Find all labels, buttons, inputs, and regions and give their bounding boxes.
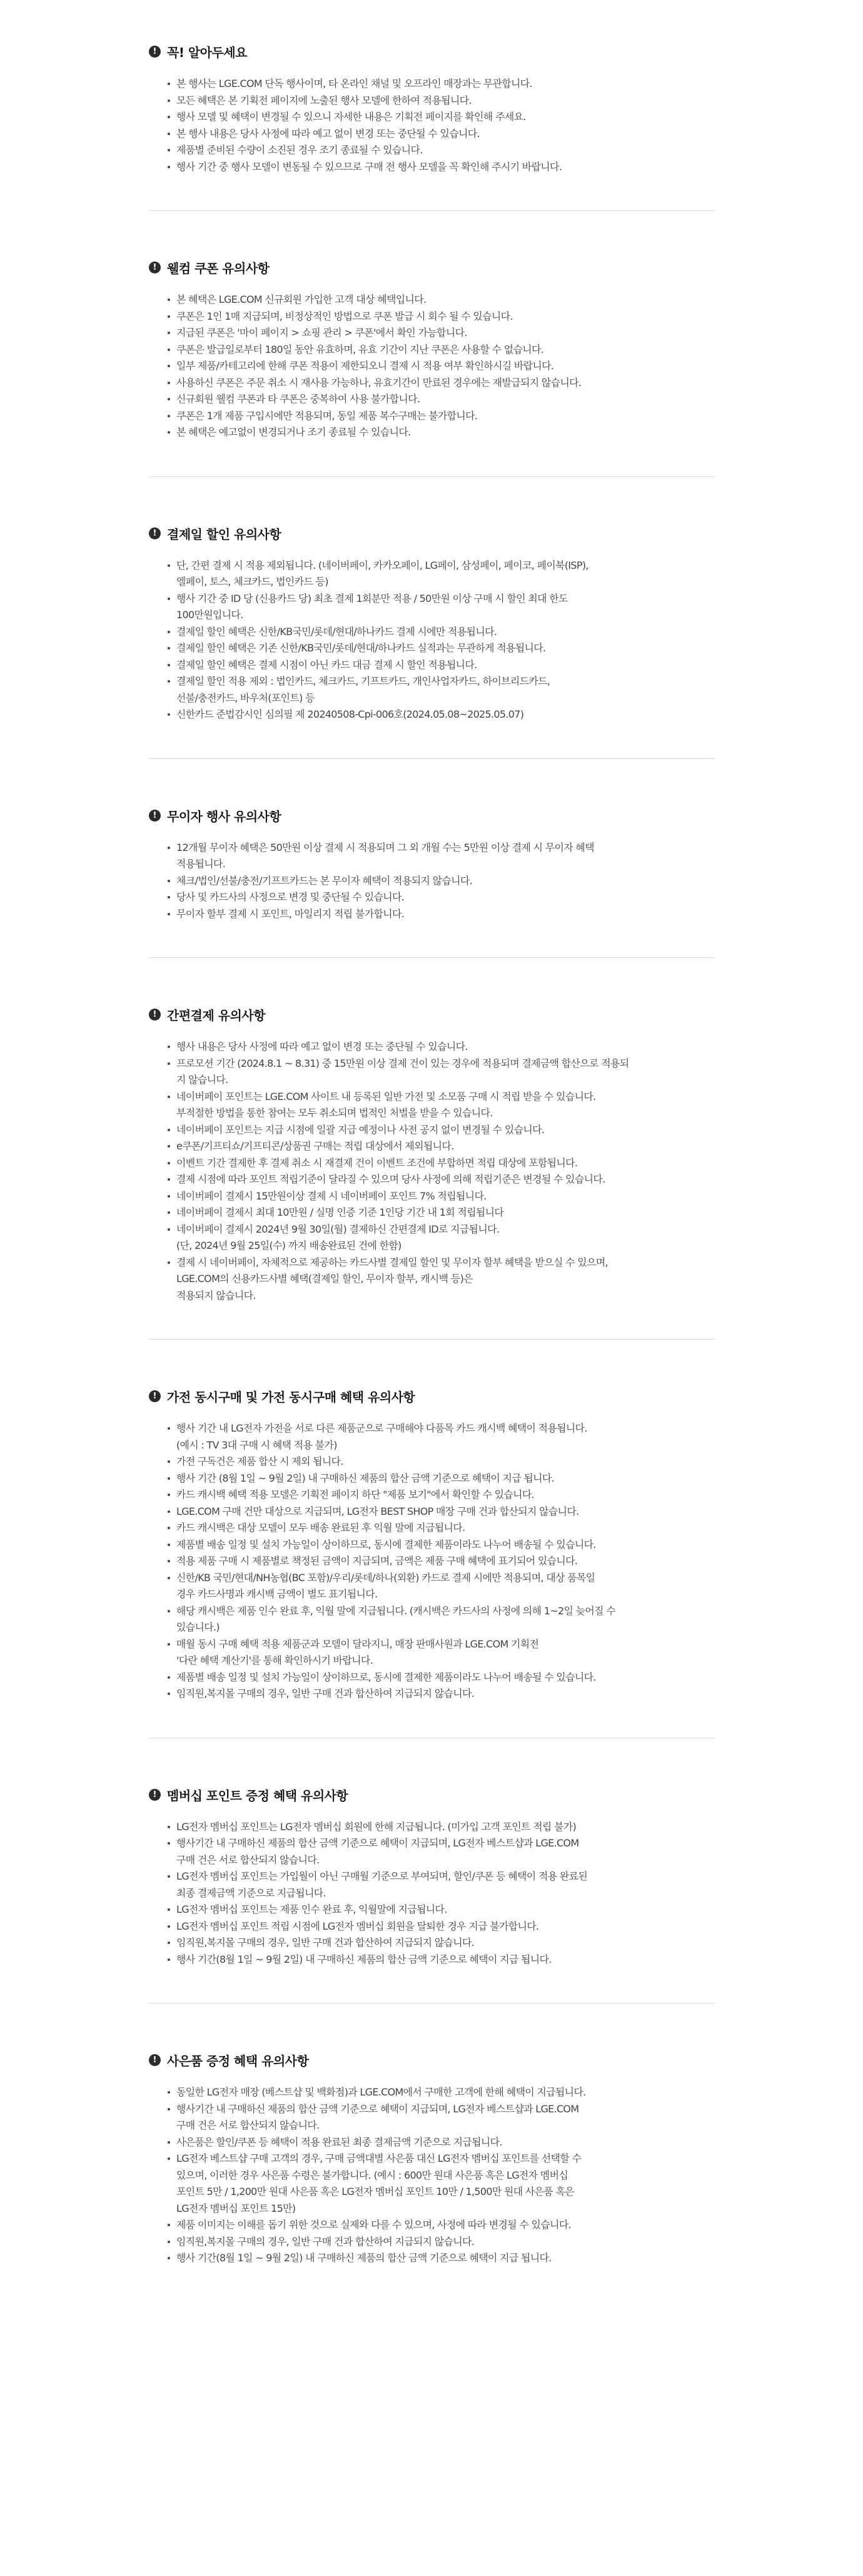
section-header [149, 1005, 715, 1024]
section-title: 간편결제 유의사항 [167, 1008, 266, 1023]
notice-item: 네이버페이 포인트는 지급 시점에 일괄 지급 예정이나 사전 공지 없이 변경될 수 있습니다. [168, 1122, 715, 1139]
notice-item: 동일한 LG전자 매장 (베스트샵 및 백화점)과 LGE.COM에서 구매한 고객에 한해 혜택이 지급됩니다. [168, 2084, 715, 2101]
notice-item: 본 혜택은 LGE.COM 신규회원 가입한 고객 대상 혜택입니다. [168, 292, 715, 308]
notice-item: 쿠폰은 발급일로부터 180일 동안 유효하며, 유효 기간이 지난 쿠폰은 사용할 수 없습니다. [168, 342, 715, 359]
notice-section [149, 2051, 715, 2302]
notice-list [149, 557, 715, 723]
notice-item: 신한카드 준법감시인 심의필 제 20240508-Cpi-006호(2024.05.08~2025.05.07) [168, 706, 715, 723]
notice-item: 쿠폰은 1개 제품 구입시에만 적용되며, 동일 제품 복수구매는 불가합니다. [168, 408, 715, 425]
notice-item: 네이버페이 포인트는 LGE.COM 사이트 내 등록된 일반 가전 및 소모품 구매 시 적립 받을 수 있습니다. 부적절한 방법을 통한 참여는 모두 취소되며 법적인 처벌을 받을 수 있습니다. [168, 1089, 715, 1122]
notice-item: 카드 캐시백은 대상 모델이 모두 배송 완료된 후 익월 말에 지급됩니다. [168, 1520, 715, 1537]
exclamation-icon: ! [149, 527, 161, 539]
notice-item: 행사 기간(8월 1일 ~ 9월 2일) 내 구매하신 제품의 합산 금액 기준으로 혜택이 지급 됩니다. [168, 2250, 715, 2267]
notice-item: 쿠폰은 1인 1매 지급되며, 비정상적인 방법으로 쿠폰 발급 시 회수 될 수 있습니다. [168, 308, 715, 325]
notice-item: 신규회원 웰컴 쿠폰과 타 쿠폰은 중복하여 사용 불가합니다. [168, 391, 715, 408]
notice-section [149, 807, 715, 959]
notice-item: 당사 및 카드사의 사정으로 변경 및 중단될 수 있습니다. [168, 889, 715, 906]
exclamation-icon: ! [149, 1009, 161, 1021]
exclamation-icon: ! [149, 1789, 161, 1801]
section-header [149, 1786, 715, 1804]
notice-item: 매월 동시 구매 혜택 적용 제품군과 모델이 달라지니, 매장 판매사원과 LGE.COM 기획전 '다란 혜택 계산기'를 통해 확인하시기 바랍니다. [168, 1636, 715, 1669]
notice-list [149, 1420, 715, 1703]
notice-item: 임직원,복지몰 구매의 경우, 일반 구매 건과 합산하여 지급되지 않습니다. [168, 2234, 715, 2251]
notice-item: 행사 기간 (8월 1일 ~ 9월 2일) 내 구매하신 제품의 합산 금액 기준으로 혜택이 지급 됩니다. [168, 1470, 715, 1487]
notice-item: LG전자 멤버십 포인트는 LG전자 멤버십 회원에 한해 지급됩니다. (미가입 고객 포인트 적립 불가) [168, 1819, 715, 1836]
section-header [149, 524, 715, 542]
notice-item: 해당 캐시백은 제품 인수 완료 후, 익월 말에 지급됩니다. (캐시백은 카드사의 사정에 의해 1~2일 늦어질 수 있습니다.) [168, 1603, 715, 1636]
exclamation-icon: ! [149, 1390, 161, 1402]
notice-item: 결제일 할인 혜택은 결제 시점이 아닌 카드 대금 결제 시 할인 적용됩니다. [168, 657, 715, 674]
notice-item: 제품별 배송 일정 및 설치 가능일이 상이하므로, 동시에 결제한 제품이라도 나누어 배송될 수 있습니다. [168, 1669, 715, 1686]
notice-item: 카드 캐시백 혜택 적용 모델은 기획전 페이지 하단 "제품 보기"에서 확인할 수 있습니다. [168, 1487, 715, 1504]
notice-item: 제품별 배송 일정 및 설치 가능일이 상이하므로, 동시에 결제한 제품이라도 나누어 배송될 수 있습니다. [168, 1537, 715, 1554]
notice-item: LG전자 베스트샵 구매 고객의 경우, 구매 금액대별 사은품 대신 LG전자 멤버십 포인트를 선택할 수 있으며, 이러한 경우 사은품 수령은 불가합니다. (예시 : 600만 원대 사은품 혹은 LG전자 멤버십 포인트 5만 / 1,200만 원대 사은품 혹은 LG전자 멤버십 포인트 10만 / 1,500만 원대 사은품 혹은 LG전자 멤버십 포인트 15만) [168, 2151, 715, 2217]
notice-item: 신한/KB 국민/현대/NH농협(BC 포함)/우리/롯데/하나(외환) 카드로 결제 시에만 적용되며, 대상 품목일 경우 카드사명과 캐시백 금액이 별도 표기됩니다. [168, 1570, 715, 1603]
notice-list [149, 292, 715, 441]
notice-item: 사은품은 할인/쿠폰 등 혜택이 적용 완료된 최종 결제금액 기준으로 지급됩니다. [168, 2134, 715, 2151]
notice-content [149, 43, 715, 2302]
section-title: 꼭! 알아두세요 [167, 45, 248, 60]
notice-item: 행사기간 내 구매하신 제품의 합산 금액 기준으로 혜택이 지급되며, LG전자 베스트샵과 LGE.COM 구매 건은 서로 합산되지 않습니다. [168, 1835, 715, 1868]
notice-item: 본 혜택은 예고없이 변경되거나 조기 종료될 수 있습니다. [168, 424, 715, 441]
exclamation-icon: ! [149, 810, 161, 822]
notice-item: 단, 간편 결제 시 적용 제외됩니다. (네이버페이, 카카오페이, LG페이, 삼성페이, 페이코, 페이북(ISP), 엘페이, 토스, 체크카드, 법인카드 등) [168, 557, 715, 591]
notice-item: LG전자 멤버십 포인트 적립 시점에 LG전자 멤버십 회원을 탈퇴한 경우 지급 불가합니다. [168, 1918, 715, 1935]
section-header [149, 258, 715, 277]
section-title: 무이자 행사 유의사항 [167, 808, 281, 824]
notice-item: LG전자 멤버십 포인트는 가입월이 아닌 구매월 기준으로 부여되며, 할인/쿠폰 등 혜택이 적용 완료된 최종 결제금액 기준으로 지급됩니다. [168, 1868, 715, 1901]
notice-item: LG전자 멤버십 포인트는 제품 인수 완료 후, 익월말에 지급됩니다. [168, 1901, 715, 1918]
notice-item: 모든 혜택은 본 기획전 페이지에 노출된 행사 모델에 한하여 적용됩니다. [168, 93, 715, 109]
notice-item: 결제일 할인 혜택은 신한/KB국민/롯데/현대/하나카드 결제 시에만 적용됩니다. [168, 624, 715, 641]
exclamation-icon: ! [149, 262, 161, 273]
notice-item: 프로모션 기간 (2024.8.1 ~ 8.31) 중 15만원 이상 결제 건이 있는 경우에 적용되며 결제금액 합산으로 적용되 지 않습니다. [168, 1056, 715, 1089]
notice-item: 임직원,복지몰 구매의 경우, 일반 구매 건과 합산하여 지급되지 않습니다. [168, 1686, 715, 1703]
section-title: 사은품 증정 혜택 유의사항 [167, 2054, 309, 2069]
notice-item: 네이버페이 결제시 15만원이상 결제 시 네이버페이 포인트 7% 적립됩니다. [168, 1188, 715, 1205]
notice-item: 제품 이미지는 이해를 돕기 위한 것으로 실제와 다를 수 있으며, 사정에 따라 변경될 수 있습니다. [168, 2217, 715, 2234]
notice-item: 결제 시 네이버페이, 자체적으로 제공하는 카드사별 결제일 할인 및 무이자 할부 혜택을 받으실 수 있으며, LGE.COM의 신용카드사별 혜택(결제일 할인, 무이자 할부, 캐시백 등)은 적용되지 않습니다. [168, 1255, 715, 1305]
notice-section [149, 43, 715, 211]
notice-item: e쿠폰/기프티쇼/기프티콘/상품권 구매는 적립 대상에서 제외됩니다. [168, 1138, 715, 1155]
notice-section [149, 1005, 715, 1340]
notice-list [149, 2084, 715, 2267]
notice-section [149, 1786, 715, 2004]
notice-item: 체크/법인/선불/충전/기프트카드는 본 무이자 혜택이 적용되지 않습니다. [168, 873, 715, 890]
section-header [149, 807, 715, 825]
notice-item: 행사기간 내 구매하신 제품의 합산 금액 기준으로 혜택이 지급되며, LG전자 베스트샵과 LGE.COM 구매 건은 서로 합산되지 않습니다. [168, 2101, 715, 2134]
notice-item: LGE.COM 구매 건만 대상으로 지급되며, LG전자 BEST SHOP 매장 구매 건과 합산되지 않습니다. [168, 1504, 715, 1520]
notice-list [149, 1819, 715, 1968]
notice-item: 행사 기간 중 ID 당 (신용카드 당) 최초 결제 1회분만 적용 / 50만원 이상 구매 시 할인 최대 한도 100만원입니다. [168, 591, 715, 624]
notice-list [149, 76, 715, 175]
notice-section [149, 258, 715, 477]
section-title: 멤버십 포인트 증정 혜택 유의사항 [167, 1788, 348, 1803]
exclamation-icon: ! [149, 2054, 161, 2066]
section-header [149, 1387, 715, 1405]
notice-item: 12개월 무이자 혜택은 50만원 이상 결제 시 적용되며 그 외 개월 수는 5만원 이상 결제 시 무이자 혜택 적용됩니다. [168, 840, 715, 873]
section-title: 웰컴 쿠폰 유의사항 [167, 261, 270, 276]
notice-list [149, 840, 715, 923]
notice-item: 행사 기간 내 LG전자 가전을 서로 다른 제품군으로 구매해야 다품목 카드 캐시백 혜택이 적용됩니다. (예시 : TV 3대 구매 시 혜택 적용 불가) [168, 1420, 715, 1453]
notice-item: 결제일 할인 적용 제외 : 법인카드, 체크카드, 기프트카드, 개인사업자카드, 하이브리드카드, 선불/충전카드, 바우처(포인트) 등 [168, 673, 715, 706]
notice-item: 네이버페이 결제시 2024년 9월 30일(월) 결제하신 간편결제 ID로 지급됩니다. (단, 2024년 9월 25일(수) 까지 배송완료된 건에 한함) [168, 1221, 715, 1255]
notice-item: 행사 기간 중 행사 모델이 변동될 수 있으므로 구매 전 행사 모델을 꼭 확인해 주시기 바랍니다. [168, 159, 715, 176]
notice-list [149, 1039, 715, 1304]
notice-item: 무이자 할부 결제 시 포인트, 마일리지 적립 불가합니다. [168, 906, 715, 923]
notice-item: 결제일 할인 혜택은 기존 신한/KB국민/롯데/현대/하나카드 실적과는 무관하게 적용됩니다. [168, 640, 715, 657]
notice-item: 행사 기간(8월 1일 ~ 9월 2일) 내 구매하신 제품의 합산 금액 기준으로 혜택이 지급 됩니다. [168, 1952, 715, 1968]
section-header [149, 43, 715, 61]
notice-item: 결제 시점에 따라 포인트 적립기준이 달라질 수 있으며 당사 사정에 의해 적립기준은 변경될 수 있습니다. [168, 1171, 715, 1188]
notice-item: 임직원,복지몰 구매의 경우, 일반 구매 건과 합산하여 지급되지 않습니다. [168, 1935, 715, 1952]
notice-item: 일부 제품/카테고리에 한해 쿠폰 적용이 제한되오니 결제 시 적용 여부 확인하시길 바랍니다. [168, 358, 715, 375]
notice-item: 가전 구독건은 제품 합산 시 제외 됩니다. [168, 1453, 715, 1470]
exclamation-icon: ! [149, 46, 161, 58]
section-title: 가전 동시구매 및 가전 동시구매 혜택 유의사항 [167, 1390, 415, 1405]
notice-item: 행사 내용은 당사 사정에 따라 예고 없이 변경 또는 중단될 수 있습니다. [168, 1039, 715, 1056]
section-header [149, 2051, 715, 2069]
notice-item: 적용 제품 구매 시 제품별로 책정된 금액이 지급되며, 금액은 제품 구매 혜택에 표기되어 있습니다. [168, 1553, 715, 1570]
notice-item: 이벤트 기간 결제한 후 결제 취소 시 재결제 건이 이벤트 조건에 부합하면 적립 대상에 포함됩니다. [168, 1155, 715, 1172]
notice-section [149, 1387, 715, 1738]
notice-item: 행사 모델 및 혜택이 변경될 수 있으니 자세한 내용은 기획전 페이지를 확인해 주세요. [168, 109, 715, 126]
section-title: 결제일 할인 유의사항 [167, 526, 281, 542]
notice-item: 사용하신 쿠폰은 주문 취소 시 재사용 가능하나, 유효기간이 만료된 경우에는 재발급되지 않습니다. [168, 375, 715, 392]
notice-item: 본 행사 내용은 당사 사정에 따라 예고 없이 변경 또는 중단될 수 있습니다. [168, 126, 715, 143]
notice-item: 지급된 쿠폰은 '마이 페이지 > 쇼핑 관리 > 쿠폰'에서 확인 가능합니다. [168, 325, 715, 342]
notice-item: 네이버페이 결제시 최대 10만원 / 실명 인증 기준 1인당 기간 내 1회 적립됩니다 [168, 1204, 715, 1221]
notice-section [149, 524, 715, 759]
notice-item: 본 행사는 LGE.COM 단독 행사이며, 타 온라인 채널 및 오프라인 매장과는 무관합니다. [168, 76, 715, 93]
notice-item: 제품별 준비된 수량이 소진된 경우 조기 종료될 수 있습니다. [168, 142, 715, 159]
